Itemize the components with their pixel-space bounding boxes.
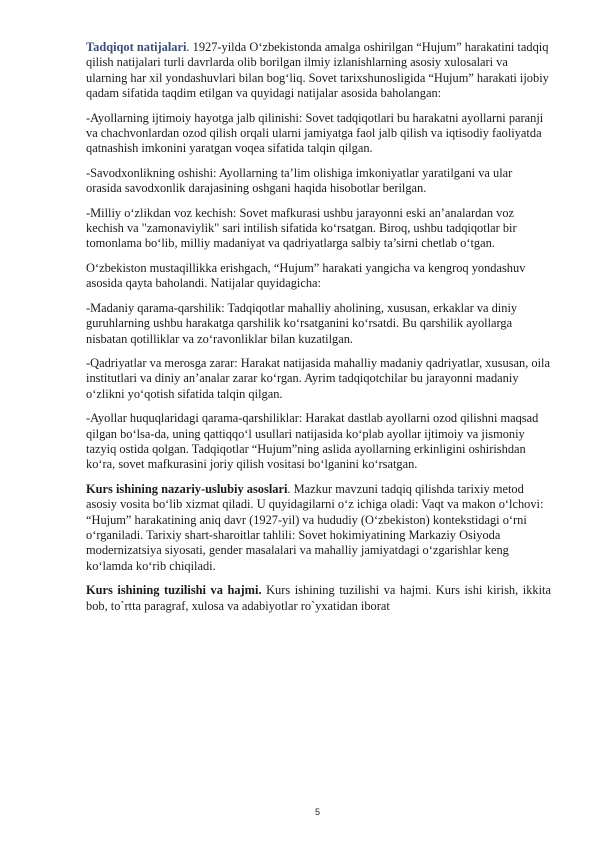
paragraph-text: -Ayollarning ijtimoiy hayotga jalb qilinishi: Sovet tadqiqotlari bu harakatni ayollarni paranji va chachvonlardan ozod qilish orqali ularni jamiyatga faol jalb qilish va iqtisodiy faoliyatda qatnashish imkonini yaratgan voqea sifatida talqin qilgan. bbox=[86, 110, 544, 156]
paragraph-text: -Milliy o‘zlikdan voz kechish: Sovet mafkurasi ushbu jarayonni eski an’analardan voz kechish va "zamonaviylik" sari intilish sifatida ko‘rsatgan. Biroq, ushbu tadqiqotlar bir tomonlama bo‘lib, milliy madaniyat va qadriyatlarga salbiy ta’sirni chetlab o‘tgan. bbox=[86, 205, 517, 251]
heading-research-results: Tadqiqot natijalari bbox=[86, 40, 187, 54]
paragraph-text: -Qadriyatlar va merosga zarar: Harakat natijasida mahalliy madaniy qadriyatlar, xususan, oila institutlari va diniy an’analar zarar ko‘rgan. Ayrim tadqiqotchilar bu jarayonni madaniy o‘zlikni yo‘qotish sifatida talqin qilgan. bbox=[86, 355, 550, 401]
paragraph-text: -Ayollar huquqlaridagi qarama-qarshiliklar: Harakat dastlab ayollarni ozod qilishni maqsad qilgan bo‘lsa-da, uning qattiqqo‘l usullari natijasida ko‘plab ayollar ijtimoiy va jismoniy tazyiq ostida qolgan. Tadqiqotlar “Hujum”ning aslida ayollarning erkinligini oshirishdan ko‘ra, sovet mafkurasini joriy qilish vositasi bo‘lganini ko‘rsatgan. bbox=[86, 411, 539, 472]
paragraph-text: Kurs ishining tuzilishi va hajmi. Kurs ishi kirish, ikkita bob, to`rtta paragraf, xulosa va adabiyotlar ro`yxatidan iborat bbox=[86, 583, 551, 613]
paragraph-values-heritage bbox=[86, 356, 551, 402]
paragraph-social-involvement bbox=[86, 111, 551, 157]
page-number: 5 bbox=[314, 807, 320, 817]
paragraph-methodology bbox=[86, 482, 551, 574]
paragraph-text: . Mazkur mavzuni tadqiq qilishda tarixiy metod asosiy vosita bo‘lib xizmat qiladi. U quyidagilarni o‘z ichiga oladi: Vaqt va makon o‘lchovi: “Hujum” harakatining aniq davr (1927-yil) va hududiy (O‘zbekiston) kontekstidagi o‘rni o‘rganiladi. Tarixiy shart-sharoitlar tahlili: Sovet hokimiyatining Markaziy Osiyoda modernizatsiya siyosati, gender masalalari va mahalliy jamiyatdagi o‘zgarishlar keng ko‘lamda ko‘rib chiqiladi. bbox=[86, 481, 544, 573]
paragraph-structure bbox=[86, 583, 551, 614]
paragraph-text: . 1927-yilda O‘zbekistonda amalga oshirilgan “Hujum” harakatini tadqiq qilish natijalari turli davrlarda olib borilgan ilmiy izlanishlarning asosiy xulosalari va ularning har xil yondashuvlari bilan bog‘liq. Sovet tarixshunosligida “Hujum” harakati ijobiy qadam sifatida taqdim etilgan va quyidagi natijalar asosida baholangan: bbox=[86, 40, 549, 101]
paragraph-text: O‘zbekiston mustaqillikka erishgach, “Hujum” harakati yangicha va kengroq yondashuv asosida qayta baholandi. Natijalar quyidagicha: bbox=[86, 260, 526, 291]
paragraph-text: -Savodxonlikning oshishi: Ayollarning ta’lim olishiga imkoniyatlar yaratilgani va ular orasida savodxonlik darajasining oshgani haqida hisobotlar berilgan. bbox=[86, 165, 513, 196]
heading-methodology: Kurs ishining nazariy-uslubiy asoslari bbox=[86, 481, 288, 496]
heading-structure: Kurs ishining tuzilishi va hajmi. bbox=[86, 583, 262, 598]
paragraph-cultural-conflict bbox=[86, 301, 551, 347]
paragraph-national-identity bbox=[86, 206, 551, 252]
paragraph-text: -Madaniy qarama-qarshilik: Tadqiqotlar mahalliy aholining, xususan, erkaklar va diniy guruhlarning ushbu harakatga qarshilik ko‘rsatganini ko‘rsatdi. Bu qarshilik ayollarga nisbatan qotilliklar va zo‘ravonliklar bilan kuzatilgan. bbox=[86, 300, 518, 346]
paragraph-independence-reassessment bbox=[86, 261, 551, 292]
paragraph-women-rights bbox=[86, 411, 551, 473]
paragraph-research-results bbox=[86, 40, 551, 102]
document-body bbox=[86, 40, 551, 623]
paragraph-literacy bbox=[86, 166, 551, 197]
